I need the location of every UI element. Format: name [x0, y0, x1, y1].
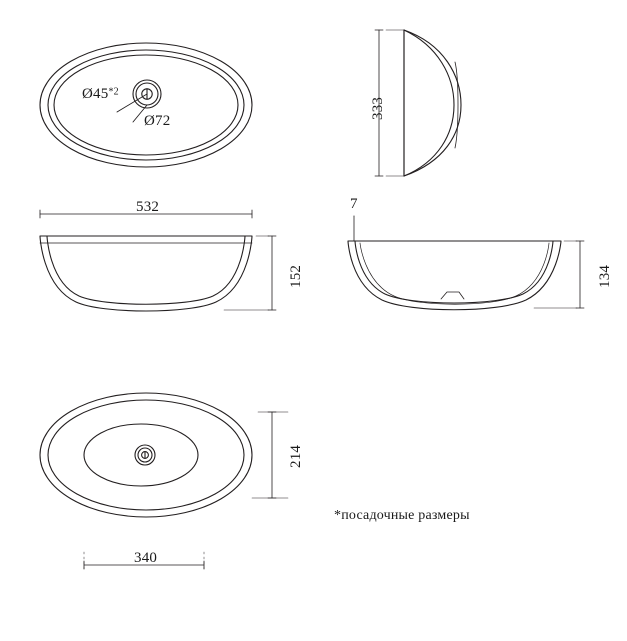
- bottom-view-mounting: [40, 393, 288, 570]
- footnote-mounting-dimensions: *посадочные размеры: [334, 508, 470, 523]
- label-width-front: 532: [136, 199, 160, 215]
- label-height-side: 333: [370, 96, 386, 120]
- label-thickness: 7: [350, 196, 358, 212]
- top-view-with-drain: [40, 43, 252, 167]
- label-diameter-outer: Ø72: [144, 113, 171, 129]
- label-diameter-inner: Ø45$^{*2}$: [82, 86, 119, 102]
- label-width-bottom: 340: [134, 550, 158, 566]
- rear-section-view: [348, 216, 584, 310]
- side-profile-view: [375, 30, 461, 176]
- label-height-rear: 134: [597, 264, 613, 288]
- label-depth-bottom: 214: [288, 444, 304, 468]
- label-height-front: 152: [288, 264, 304, 288]
- front-elevation-view: [40, 210, 276, 311]
